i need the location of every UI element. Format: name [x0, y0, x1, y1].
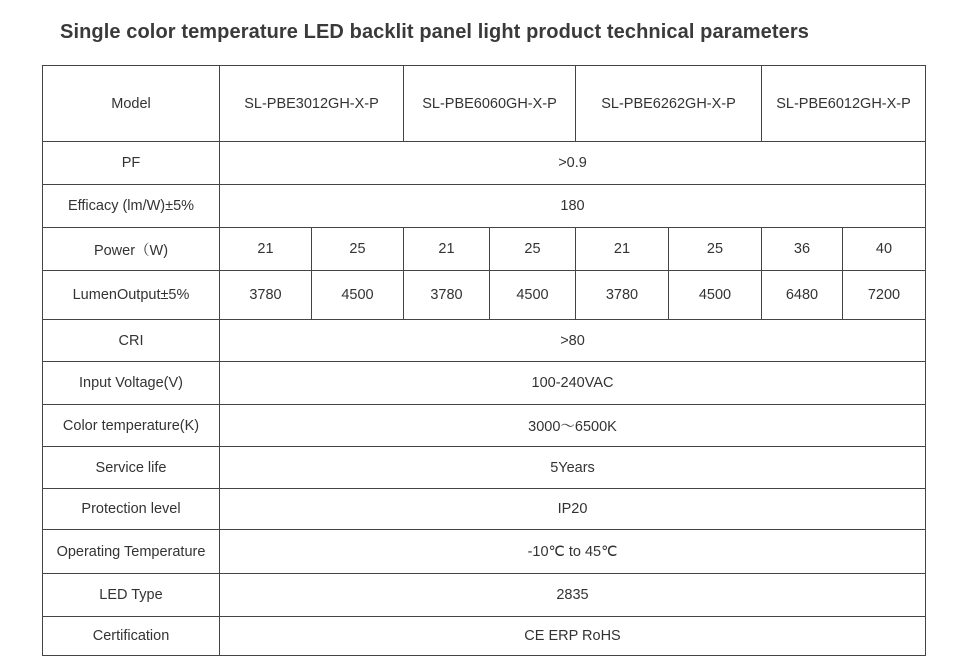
pf-row	[43, 142, 926, 185]
row-label-lumen: LumenOutput±5%	[43, 271, 220, 320]
row-label-protection-level: Protection level	[43, 489, 220, 530]
power-cell: 25	[669, 228, 762, 271]
power-cell: 21	[220, 228, 312, 271]
operating-temperature-row	[43, 530, 926, 574]
color-temperature-value: 3000～6500K	[220, 405, 926, 447]
model-cell: SL-PBE6060GH-X-P	[404, 66, 576, 142]
row-label-pf: PF	[43, 142, 220, 185]
lumen-row	[43, 271, 926, 320]
lumen-cell: 4500	[490, 271, 576, 320]
operating-temperature-value: -10℃ to 45℃	[220, 530, 926, 574]
page-title: Single color temperature LED backlit panel light product technical parameters	[60, 21, 809, 43]
certification-row	[43, 617, 926, 656]
lumen-cell: 3780	[220, 271, 312, 320]
led-type-row	[43, 574, 926, 617]
power-row	[43, 228, 926, 271]
row-label-certification: Certification	[43, 617, 220, 656]
input-voltage-value: 100-240VAC	[220, 362, 926, 405]
power-cell: 21	[404, 228, 490, 271]
spec-table	[42, 65, 926, 656]
row-label-power: Power（W)	[43, 228, 220, 271]
pf-value: >0.9	[220, 142, 926, 185]
row-label-input-voltage: Input Voltage(V)	[43, 362, 220, 405]
power-cell: 40	[843, 228, 926, 271]
model-cell: SL-PBE6262GH-X-P	[576, 66, 762, 142]
input-voltage-row	[43, 362, 926, 405]
cri-value: >80	[220, 320, 926, 362]
power-cell: 36	[762, 228, 843, 271]
row-label-model: Model	[43, 66, 220, 142]
lumen-cell: 4500	[312, 271, 404, 320]
led-type-value: 2835	[220, 574, 926, 617]
protection-level-value: IP20	[220, 489, 926, 530]
row-label-color-temperature: Color temperature(K)	[43, 405, 220, 447]
protection-level-row	[43, 489, 926, 530]
power-cell: 25	[490, 228, 576, 271]
row-label-efficacy: Efficacy (lm/W)±5%	[43, 185, 220, 228]
color-temperature-row	[43, 405, 926, 447]
row-label-led-type: LED Type	[43, 574, 220, 617]
row-label-cri: CRI	[43, 320, 220, 362]
power-cell: 25	[312, 228, 404, 271]
model-cell: SL-PBE6012GH-X-P	[762, 66, 926, 142]
efficacy-row	[43, 185, 926, 228]
lumen-cell: 6480	[762, 271, 843, 320]
certification-value: CE ERP RoHS	[220, 617, 926, 656]
row-label-operating-temperature: Operating Temperature	[43, 530, 220, 574]
lumen-cell: 4500	[669, 271, 762, 320]
model-row	[43, 66, 926, 142]
row-label-service-life: Service life	[43, 447, 220, 489]
lumen-cell: 3780	[576, 271, 669, 320]
service-life-row	[43, 447, 926, 489]
cri-row	[43, 320, 926, 362]
lumen-cell: 7200	[843, 271, 926, 320]
efficacy-value: 180	[220, 185, 926, 228]
lumen-cell: 3780	[404, 271, 490, 320]
model-cell: SL-PBE3012GH-X-P	[220, 66, 404, 142]
service-life-value: 5Years	[220, 447, 926, 489]
power-cell: 21	[576, 228, 669, 271]
